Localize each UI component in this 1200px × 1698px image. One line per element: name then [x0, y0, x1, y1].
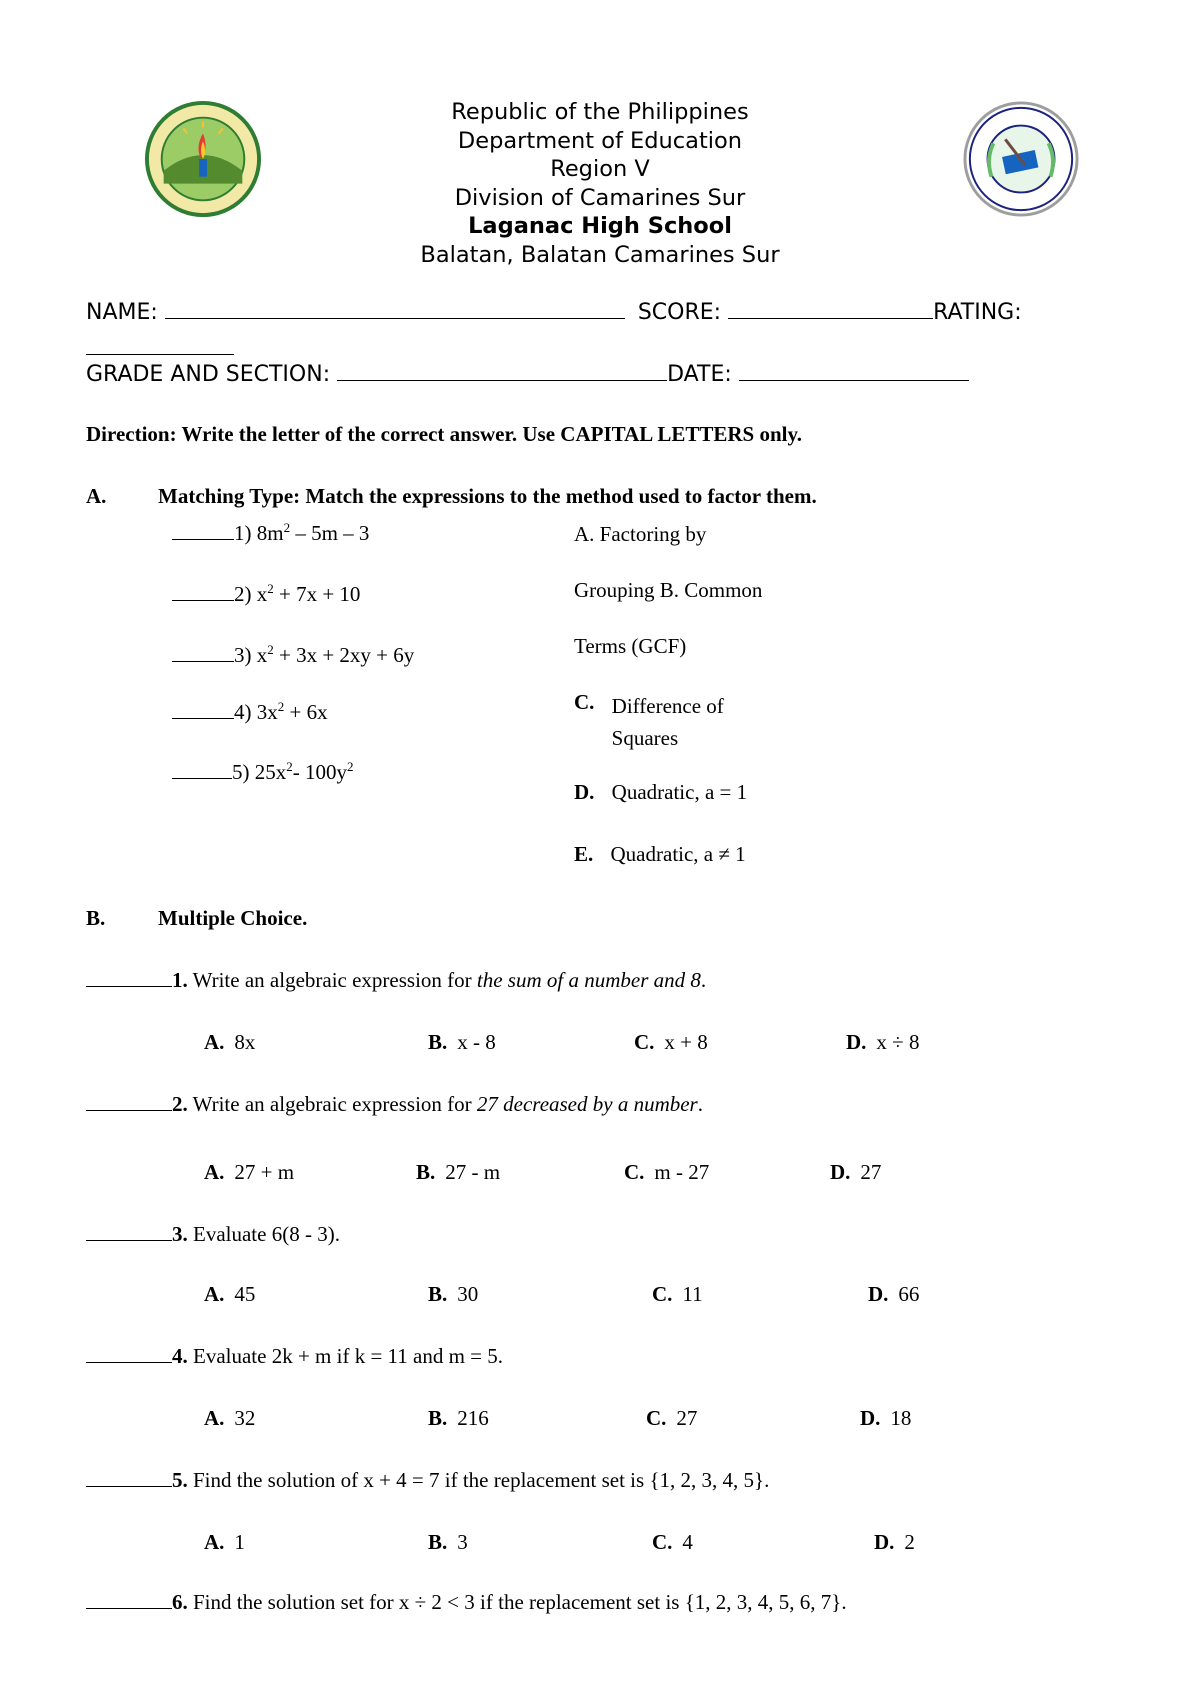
score-label: SCORE:: [637, 300, 722, 325]
option-c[interactable]: C. m - 27: [624, 1160, 710, 1184]
option-a[interactable]: A. 27 + m: [204, 1160, 295, 1184]
choice-a-line: A. Factoring by: [574, 522, 707, 546]
rating-field[interactable]: [86, 336, 234, 355]
option-d[interactable]: D. x ÷ 8: [846, 1030, 920, 1054]
answer-blank[interactable]: [86, 1224, 172, 1241]
choice-b-cont: Terms (GCF): [574, 634, 687, 658]
section-b-title: Multiple Choice.: [158, 906, 308, 930]
option-a[interactable]: A. 32: [204, 1406, 256, 1430]
rating-label: RATING:: [933, 300, 1022, 325]
header-department: Department of Education: [457, 127, 743, 154]
answer-blank[interactable]: [86, 1346, 172, 1363]
header-address: Balatan, Balatan Camarines Sur: [420, 241, 780, 268]
section-b-letter: B.: [86, 906, 106, 930]
matching-item-5: 5) $25x^2-$ $100y^2$: [172, 760, 354, 785]
matching-item-3: 3) $x^2 + 3x + 2xy + 6y$: [172, 643, 414, 668]
option-d[interactable]: D. 27: [830, 1160, 882, 1184]
date-field[interactable]: [739, 362, 969, 381]
question-4: 4. Evaluate 2k + m if k = 11 and m = 5.: [86, 1344, 503, 1369]
answer-blank[interactable]: [172, 523, 234, 540]
question-3-options: [0, 1282, 1200, 1312]
answer-blank[interactable]: [86, 1592, 172, 1609]
answer-blank[interactable]: [86, 970, 172, 987]
answer-blank[interactable]: [172, 645, 234, 662]
question-6: 6. Find the solution set for x ÷ 2 < 3 if the replacement set is {1, 2, 3, 4, 5, 6, 7}.: [86, 1590, 847, 1615]
grade-section-field[interactable]: [337, 362, 667, 381]
info-row-1: [86, 300, 1022, 325]
choice-c: C. Difference of Squares: [574, 690, 724, 750]
option-c[interactable]: C. 27: [646, 1406, 698, 1430]
header-school-name: Laganac High School: [468, 213, 732, 239]
question-2: 2. Write an algebraic expression for 27 decreased by a number.: [86, 1092, 703, 1117]
direction-text: Direction: Write the letter of the correct answer. Use CAPITAL LETTERS only.: [86, 422, 803, 446]
matching-item-2: 2) $x^2 + 7x + 10$: [172, 582, 360, 607]
header-division: Division of Camarines Sur: [454, 184, 746, 211]
answer-blank[interactable]: [86, 1094, 172, 1111]
choice-d: D. Quadratic, a = 1: [574, 780, 748, 804]
section-a-letter: A.: [86, 484, 107, 508]
option-c[interactable]: C. 11: [652, 1282, 703, 1306]
option-b[interactable]: B. x - 8: [428, 1030, 496, 1054]
choice-b-line: Grouping B. Common: [574, 578, 763, 602]
option-b[interactable]: B. 27 - m: [416, 1160, 501, 1184]
option-c[interactable]: C. x + 8: [634, 1030, 708, 1054]
grade-section-label: GRADE AND SECTION:: [86, 362, 331, 387]
choice-e: E. Quadratic, a ≠ 1: [574, 842, 746, 866]
answer-blank[interactable]: [172, 584, 234, 601]
option-a[interactable]: A. 45: [204, 1282, 256, 1306]
score-field[interactable]: [728, 300, 933, 319]
header-republic: Republic of the Philippines: [451, 99, 749, 125]
option-b[interactable]: B. 216: [428, 1406, 489, 1430]
question-1-options: [0, 1030, 1200, 1060]
question-5-options: [0, 1530, 1200, 1560]
matching-item-1: 1) $8m^2 - 5m - 3$: [172, 521, 369, 546]
option-b[interactable]: B. 30: [428, 1282, 479, 1306]
question-2-options: [0, 1160, 1200, 1190]
option-d[interactable]: D. 18: [860, 1406, 912, 1430]
option-d[interactable]: D. 2: [874, 1530, 915, 1554]
question-1: 1. Write an algebraic expression for the sum of a number and 8.: [86, 968, 706, 993]
date-label: DATE:: [667, 362, 732, 387]
answer-blank[interactable]: [172, 762, 232, 779]
header-region: Region V: [550, 156, 650, 182]
info-row-2: [86, 362, 969, 387]
option-a[interactable]: A. 8x: [204, 1030, 256, 1054]
name-field[interactable]: [165, 300, 625, 319]
question-3: 3. Evaluate 6(8 - 3).: [86, 1222, 340, 1247]
answer-blank[interactable]: [172, 702, 234, 719]
school-header: [0, 98, 1200, 269]
answer-blank[interactable]: [86, 1470, 172, 1487]
rating-field-row: [86, 336, 234, 360]
question-4-options: [0, 1406, 1200, 1436]
option-b[interactable]: B. 3: [428, 1530, 468, 1554]
option-d[interactable]: D. 66: [868, 1282, 920, 1306]
matching-item-4: 4) $3x^2 + 6x$: [172, 700, 328, 725]
name-label: NAME:: [86, 300, 158, 325]
question-5: 5. Find the solution of x + 4 = 7 if the replacement set is {1, 2, 3, 4, 5}.: [86, 1468, 769, 1493]
section-a-title: Matching Type: Match the expressions to the method used to factor them.: [158, 484, 817, 508]
option-a[interactable]: A. 1: [204, 1530, 245, 1554]
option-c[interactable]: C. 4: [652, 1530, 693, 1554]
